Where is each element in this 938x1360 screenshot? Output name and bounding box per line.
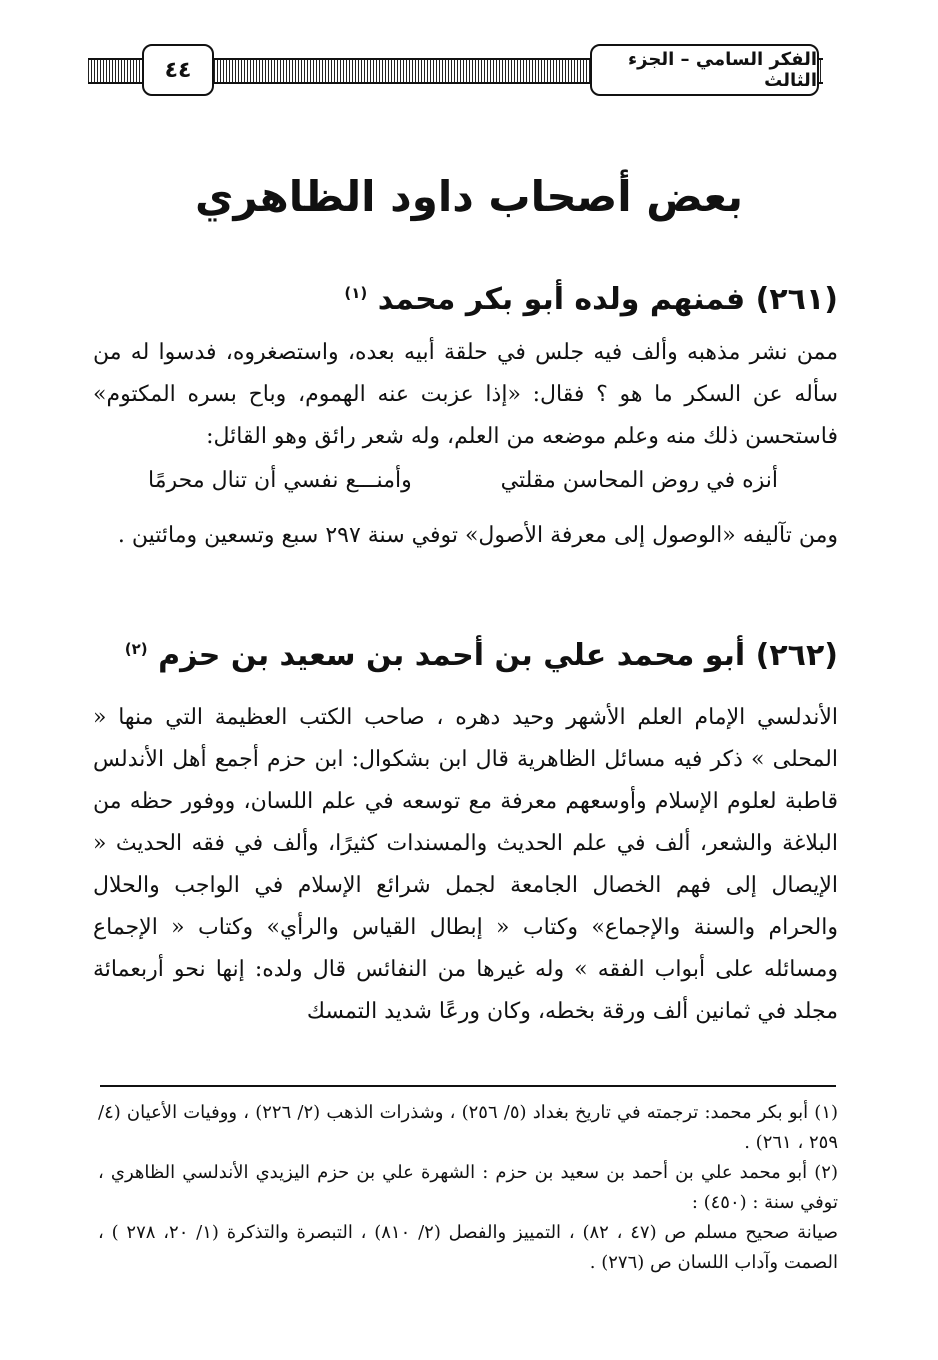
entry-heading-text: أبو محمد علي بن أحمد بن سعيد بن حزم [158,638,746,673]
entry-261-paragraph-2: ومن تآليفه «الوصول إلى معرفة الأصول» توفي سنة ٢٩٧ سبع وتسعين ومائتين . [117,523,838,548]
verse-second-hemistich: وأمنـــع نفسي أن تنال محرمًا [148,468,412,493]
entry-heading-262 [125,638,838,673]
entry-261-paragraph: ممن نشر مذهبه وألف فيه جلس في حلقة أبيه بعده، واستصغروه، فدسوا له من سأله عن السكر ما هو ؟ فقال: «إذا عزبت عنه الهموم، وباح بسره المكتوم» فاستحسن ذلك منه وعلم موضعه من العلم، وله شعر رائق وهو القائل: [93,340,838,449]
running-title: الفكر السامي – الجزء الثالث [590,44,819,96]
footnote-ref: (١) [344,284,368,302]
footnote-divider [100,1085,836,1087]
entry-number: (٢٦٢) [755,638,838,673]
footnote-2: (٢) أبو محمد علي بن أحمد بن سعيد بن حزم : الشهرة علي بن حزم اليزيدي الأندلسي الظاهري ، توفي سنة : (٤٥٠) : [98,1162,838,1213]
footnote-ref: (٢) [124,640,148,658]
footnote-1: (١) أبو بكر محمد: ترجمته في تاريخ بغداد (٥/ ٢٥٦) ، وشذرات الذهب (٢/ ٢٢٦) ، ووفيات الأعيان (٤/ ٢٥٩ ، ٢٦١) . [98,1102,839,1153]
footnote-2-sources: صيانة صحيح مسلم ص (٤٧ ، ٨٢) ، التمييز والفصل (٢/ ٨١٠) ، التبصرة والتذكرة (١/ ٢٠، ٢٧٨ ) ، الصمت وآداب اللسان ص (٢٧٦) . [98,1222,838,1273]
section-title: بعض أصحاب داود الظاهري [194,172,744,221]
entry-heading-261 [344,282,838,317]
entry-number: (٢٦١) [755,282,838,317]
page-number: ٤٤ [142,44,214,96]
verse-line [148,468,778,510]
entry-262-paragraph: الأندلسي الإمام العلم الأشهر وحيد دهره ، صاحب الكتب العظيمة التي منها « المحلى » ذكر فيه مسائل الظاهرية قال ابن بشكوال: ابن حزم أجمع أهل الأندلس قاطبة لعلوم الإسلام وأوسعهم معرفة مع توسعه في علم اللسان، ووفور حظه من البلاغة والشعر، ألف في علم الحديث والمسندات كثيرًا، وألف في فقه الحديث « الإيصال إلى فهم الخصال الجامعة لجمل شرائع الإسلام في الواجب والحلال والحرام والسنة والإجماع» وكتاب « إبطال القياس والرأي» وكتاب « الإجماع ومسائله على أبواب الفقه » وله غيرها من النفائس قال ولده: إنها نحو أربعمائة مجلد في ثمانين ألف ورقة بخطه، وكان ورعًا شديد التمسك [93,705,838,1024]
entry-heading-text: فمنهم ولده أبو بكر محمد [377,282,746,317]
verse-first-hemistich: أنزه في روض المحاسن مقلتي [500,468,778,493]
